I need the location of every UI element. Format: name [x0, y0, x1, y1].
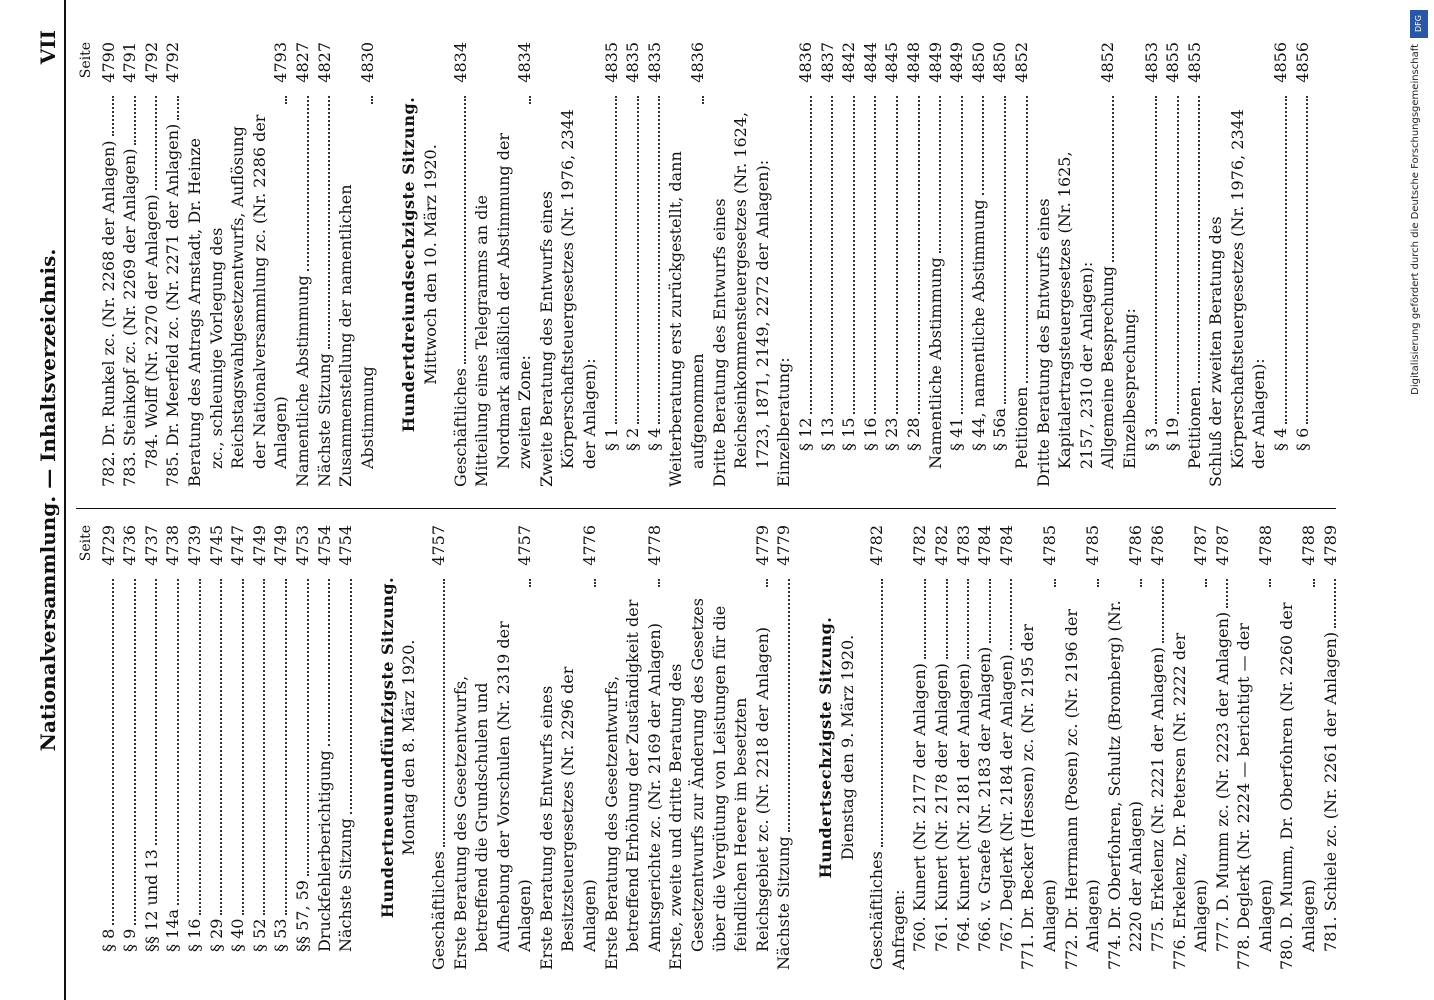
dot-leader — [1226, 579, 1228, 608]
toc-entry — [946, 42, 968, 487]
toc-entry — [1119, 42, 1141, 487]
session-160-heading: Hundertsechzigste Sitzung. — [816, 616, 835, 879]
toc-entry-text: Namentliche Abstimmung — [925, 257, 945, 469]
seite-label-left: Seite — [78, 525, 94, 562]
toc-entry — [536, 42, 601, 487]
toc-entry-page: 4757 — [515, 525, 535, 566]
dot-leader — [924, 579, 926, 659]
toc-entry — [1017, 525, 1060, 970]
toc-entry — [817, 42, 839, 487]
toc-entry — [601, 525, 666, 970]
toc-entry-text: § 16 — [860, 417, 880, 451]
dot-leader — [1112, 96, 1114, 262]
toc-entry-text: 781. Schiele zc. (Nr. 2261 der Anlagen) — [1320, 631, 1340, 952]
toc-entry-page: 4827 — [292, 42, 312, 83]
toc-entry-text: 785. Dr. Meerfeld zc. (Nr. 2271 der Anlagen) — [163, 123, 183, 487]
toc-entry — [141, 525, 163, 970]
dot-leader — [989, 579, 991, 643]
dot-leader — [155, 96, 157, 190]
dot-leader — [134, 579, 136, 925]
toc-entry — [1169, 525, 1212, 970]
session-160-intro — [866, 525, 909, 970]
toc-entry-page: 4852 — [1011, 42, 1031, 83]
toc-entry-page: 4788 — [1255, 525, 1275, 566]
toc-entry — [1292, 42, 1314, 487]
toc-entry — [536, 525, 601, 970]
toc-entry — [141, 42, 163, 487]
dot-leader — [443, 579, 445, 847]
toc-entry-page: 4793 — [271, 42, 291, 83]
toc-entry — [665, 525, 773, 970]
toc-entry — [292, 525, 314, 970]
toc-entry-page: 4745 — [206, 525, 226, 566]
toc-entry-page: 4738 — [163, 525, 183, 566]
dot-leader — [242, 579, 244, 915]
header-title: Nationalversammlung. — Inhaltsverzeichnis. — [36, 248, 60, 752]
dot-leader — [788, 579, 790, 832]
toc-entry-text: 775. Erkelenz (Nr. 2221 der Anlagen) — [1147, 647, 1167, 952]
dot-leader — [328, 579, 330, 746]
toc-entry-page: 4850 — [968, 42, 988, 83]
toc-entry-page: 4849 — [925, 42, 945, 83]
dot-leader — [112, 96, 114, 136]
toc-entry-page: 4779 — [774, 525, 794, 566]
toc-entry-text: § 12 — [796, 417, 815, 451]
toc-entry — [888, 525, 910, 970]
running-header — [30, 0, 66, 1000]
toc-entry-page: 4749 — [271, 525, 291, 566]
toc-entry — [860, 42, 882, 487]
toc-entry — [1270, 42, 1292, 487]
dfg-funding-note: Digitalisierung gefördert durch die Deutsche Forschungsgemeinschaft — [1410, 44, 1421, 395]
toc-entry-page: 4778 — [644, 525, 664, 566]
dot-leader — [766, 579, 768, 587]
dot-leader — [1198, 96, 1200, 383]
toc-entry-page: 4785 — [1083, 525, 1103, 566]
toc-entry-text: § 14a — [163, 909, 183, 952]
dot-leader — [199, 579, 201, 915]
toc-entry-text: § 52 — [249, 918, 269, 952]
toc-entry-page: 4792 — [141, 42, 161, 83]
toc-entry — [314, 42, 336, 487]
toc-entry-text: Namentliche Abstimmung — [292, 275, 312, 487]
toc-entry-page: 4787 — [1191, 525, 1211, 566]
toc-entry — [335, 525, 357, 970]
toc-entry-page: 4855 — [1163, 42, 1183, 83]
toc-entry — [119, 42, 141, 487]
dot-leader — [1269, 579, 1271, 587]
column-divider — [76, 508, 1336, 509]
toc-entry — [931, 525, 953, 970]
toc-entry-text: Geschäftliches — [428, 851, 448, 970]
session-159-date: Montag den 8. März 1920. — [399, 639, 419, 856]
toc-entry-page: 4790 — [98, 42, 118, 83]
toc-entry — [335, 42, 378, 487]
toc-entry — [1104, 525, 1147, 970]
dot-leader — [371, 96, 373, 104]
toc-entry-page: 4834 — [515, 42, 535, 83]
dot-leader — [831, 96, 833, 414]
toc-entry — [773, 525, 795, 970]
dot-leader — [615, 96, 617, 424]
toc-entry-text: § 29 — [206, 918, 226, 952]
toc-entry-page: 4784 — [996, 525, 1016, 566]
dot-leader — [464, 96, 466, 364]
right-column — [76, 42, 1313, 487]
toc-entry-page: 4754 — [314, 525, 334, 566]
toc-entry-page: 4786 — [1147, 525, 1167, 566]
toc-entry-page: 4785 — [1039, 525, 1059, 566]
dfg-sidebar — [1406, 0, 1434, 1000]
toc-entry-page: 4753 — [292, 525, 312, 566]
toc-entry-page: 4853 — [1141, 42, 1161, 83]
toc-entry — [1011, 42, 1033, 487]
toc-entry-text: 783. Steinkopf zc. (Nr. 2269 der Anlagen) — [120, 148, 140, 487]
toc-entry-text: Dritte Beratung des Entwurfs eines Kapitalertragsteuergesetzes (Nr. 1625, 2157, 2310 der Anlagen): — [1033, 151, 1096, 487]
dot-leader — [285, 96, 287, 104]
dot-leader — [810, 96, 812, 414]
dot-leader — [1026, 96, 1028, 383]
toc-entry-text: § 13 — [817, 417, 837, 451]
dot-leader — [961, 96, 963, 414]
toc-entry-text: 774. Dr. Oberfohren, Schultz (Bromberg) (Nr. 2220 der Anlagen) — [1104, 600, 1146, 970]
toc-entry — [119, 525, 141, 970]
dot-leader — [637, 96, 639, 424]
toc-entry — [1033, 42, 1098, 487]
dot-leader — [1306, 96, 1308, 424]
toc-entry — [1061, 525, 1104, 970]
dot-leader — [529, 96, 531, 104]
toc-entry — [989, 42, 1011, 487]
toc-entry-text: § 4 — [644, 427, 664, 451]
toc-entry — [909, 525, 931, 970]
dot-leader — [918, 96, 920, 414]
dot-leader — [112, 579, 114, 925]
toc-entry-page: 4747 — [228, 525, 248, 566]
toc-entry-page: 4848 — [903, 42, 923, 83]
toc-entry-text: Einzelbesprechung: — [1119, 308, 1139, 469]
toc-entry — [838, 42, 860, 487]
toc-entry-text: § 4 — [1271, 427, 1291, 451]
toc-entry-page: 4749 — [249, 525, 269, 566]
toc-entry — [996, 525, 1018, 970]
dot-leader — [881, 579, 883, 847]
dot-leader — [328, 96, 330, 349]
toc-entry-text: § 53 — [271, 918, 291, 952]
toc-entry-page: 4782 — [910, 525, 930, 566]
dfg-logo: DFG — [1410, 10, 1428, 38]
toc-entry-text: 784. Wolff (Nr. 2270 der Anlagen) — [141, 194, 161, 469]
toc-entry-text: § 16 — [184, 918, 204, 952]
toc-entry-page: 4739 — [184, 525, 204, 566]
toc-entry-page: 4783 — [953, 525, 973, 566]
toc-entry-text: §§ 57, 59 — [292, 880, 312, 952]
dot-leader — [702, 96, 704, 104]
dot-leader — [307, 579, 309, 876]
dot-leader — [853, 96, 855, 414]
toc-entry — [1141, 42, 1163, 487]
dot-leader — [307, 96, 309, 271]
session-159-heading: Hundertneunundfünfzigste Sitzung. — [377, 576, 397, 919]
toc-entry-text: Erste Beratung des Gesetzentwurfs, betreffend die Grundschulen und Aufhebung der Vorschulen (Nr. 2319 der Anlagen) — [450, 621, 535, 970]
toc-entry-page: 4835 — [623, 42, 643, 83]
toc-entry-text: 772. Dr. Herrmann (Posen) zc. (Nr. 2196 der Anlagen) — [1061, 608, 1103, 970]
toc-entry-text: Einzelberatung: — [774, 357, 794, 487]
toc-entry — [428, 525, 450, 970]
session-159-entries — [428, 525, 795, 970]
toc-entry-text: Erste Beratung des Entwurfs eines Besitzsteuergesetzes (Nr. 2296 der Anlagen) — [536, 666, 600, 970]
toc-entry-text: 771. Dr. Becker (Hessen) zc. (Nr. 2195 der Anlagen) — [1018, 624, 1059, 970]
dot-leader — [263, 579, 265, 915]
toc-entry-page: 4849 — [947, 42, 967, 83]
toc-entry — [292, 42, 314, 487]
toc-entry — [98, 42, 120, 487]
toc-entry-text: 778. Deglerk (Nr. 2224 — berichtigt — der Anlagen) — [1234, 623, 1275, 970]
toc-entry-text: Weiterberatung erst zurückgestellt, dann aufgenommen — [666, 151, 708, 487]
dot-leader — [982, 96, 984, 195]
toc-entry — [925, 42, 947, 487]
toc-entry — [162, 42, 184, 487]
toc-entry-page: 4836 — [796, 42, 815, 83]
toc-entry-page: 4737 — [141, 525, 161, 566]
toc-entry-text: Mitteilung eines Telegramms an die Nordmark anläßlich der Abstimmung der zweiten Zone: — [472, 132, 535, 487]
toc-entry — [968, 42, 990, 487]
toc-entry — [162, 525, 184, 970]
toc-entry-page: 4736 — [120, 525, 140, 566]
left-top-entries — [98, 525, 357, 970]
toc-entry-text: § 2 — [623, 427, 643, 451]
toc-entry-page: 4845 — [882, 42, 902, 83]
dot-leader — [939, 96, 941, 253]
toc-entry-text: § 6 — [1292, 427, 1312, 451]
toc-entry — [1320, 525, 1342, 970]
toc-entry-text: Erste Beratung des Gesetzentwurfs, betreffend Erhöhung der Zuständigkeit der Amtsgerichte zc. (Nr. 2169 der Anlagen) — [601, 599, 664, 970]
dot-leader — [1177, 96, 1179, 414]
toc-entry-text: 761. Kunert (Nr. 2178 der Anlagen) — [931, 663, 951, 952]
toc-entry-text: Allgemeine Besprechung — [1098, 265, 1118, 469]
toc-entry-text: Beratung des Antrags Arnstadt, Dr. Heinze zc., schleunige Vorlegung des Reichstagswahlgesetzentwurfs, Auflösung der Nationalversammlung zc. (Nr. 2286 der Anlagen) — [184, 114, 291, 487]
toc-entry — [903, 42, 925, 487]
toc-entry — [1162, 42, 1184, 487]
toc-entry-page: 4782 — [931, 525, 951, 566]
toc-entry-text: Zusammenstellung der namentlichen Abstimmung — [336, 184, 377, 487]
toc-entry-text: Schluß der zweiten Beratung des Körperschaftsteuergesetzes (Nr. 1976, 2344 der Anlagen): — [1206, 109, 1269, 487]
left-column — [76, 525, 1341, 970]
toc-entry-text: Nächste Sitzung — [336, 818, 356, 952]
toc-entry-text: Dritte Beratung des Entwurfs eines Reichseinkommensteuergesetzes (Nr. 1624, 1723, 1871, 2149, 2272 der Anlagen): — [709, 111, 772, 487]
dot-leader — [594, 579, 596, 587]
dot-leader — [1140, 579, 1142, 587]
toc-entry — [665, 42, 708, 487]
toc-entry-page: 4842 — [839, 42, 859, 83]
toc-entry-page: 4787 — [1212, 525, 1232, 566]
toc-entry-text: § 19 — [1163, 417, 1183, 451]
toc-entry-text: Geschäftliches — [450, 368, 470, 487]
dot-leader — [1205, 579, 1207, 587]
toc-entry-text: Anfragen: — [888, 889, 908, 970]
toc-entry-page: 4836 — [688, 42, 708, 83]
toc-entry — [227, 525, 249, 970]
dot-leader — [529, 579, 531, 587]
toc-entry — [1097, 42, 1119, 487]
toc-entry — [644, 42, 666, 487]
toc-entry-text: § 15 — [839, 417, 859, 451]
toc-entry-page: 4786 — [1126, 525, 1146, 566]
toc-entry — [270, 525, 292, 970]
dot-leader — [285, 579, 287, 915]
toc-entry-text: Petitionen — [1184, 386, 1204, 469]
toc-entry-text: § 40 — [228, 918, 248, 952]
toc-entry-page: 4830 — [357, 42, 377, 83]
toc-entry-text: § 23 — [882, 417, 902, 451]
toc-entry-text: 764. Kunert (Nr. 2181 der Anlagen) — [953, 663, 973, 952]
toc-entry — [773, 42, 795, 487]
toc-entry-text: Petitionen — [1011, 386, 1031, 469]
dot-leader — [967, 579, 969, 659]
toc-entry — [601, 42, 623, 487]
toc-entry — [1212, 525, 1234, 970]
toc-entry — [866, 525, 888, 970]
toc-entry-text: Geschäftliches — [867, 851, 887, 970]
toc-entry — [314, 525, 336, 970]
toc-entry-text: 766. v. Graefe (Nr. 2183 der Anlagen) — [975, 646, 995, 952]
toc-entry-page: 4792 — [163, 42, 183, 83]
toc-entry-page: 4827 — [314, 42, 334, 83]
toc-entry-page: 4779 — [752, 525, 772, 566]
toc-entry-page: 4776 — [580, 525, 600, 566]
toc-entry — [1184, 42, 1206, 487]
dot-leader — [1155, 96, 1157, 424]
dot-leader — [1010, 579, 1012, 650]
toc-entry-text: § 1 — [601, 427, 621, 451]
dot-leader — [350, 579, 352, 814]
dot-leader — [134, 96, 136, 145]
toc-entry-page: 4844 — [860, 42, 880, 83]
toc-entry-text: § 41 — [947, 417, 967, 451]
toc-entry — [471, 42, 536, 487]
toc-entry-page: 4852 — [1098, 42, 1118, 83]
toc-entry-text: Druckfehlerberichtigung — [314, 750, 334, 952]
toc-entry — [795, 42, 817, 487]
seite-label-right: Seite — [78, 42, 94, 79]
toc-entry-page: 4729 — [98, 525, 118, 566]
toc-entry-text: 780. D. Mumm, Dr. Oberfohren (Nr. 2260 der Anlagen) — [1277, 602, 1319, 970]
session-160-entries — [909, 525, 1341, 970]
dot-leader — [1162, 579, 1164, 643]
toc-entry-text: § 28 — [903, 417, 923, 451]
toc-entry-text: 782. Dr. Runkel zc. (Nr. 2268 der Anlagen) — [98, 140, 118, 487]
toc-entry-text: § 8 — [98, 928, 118, 952]
toc-entry-text: § 3 — [1141, 427, 1161, 451]
toc-entry — [249, 525, 271, 970]
toc-entry-page: 4835 — [644, 42, 664, 83]
dot-leader — [1285, 96, 1287, 424]
toc-entry-page: 4856 — [1271, 42, 1291, 83]
dot-leader — [1054, 579, 1056, 587]
dot-leader — [946, 579, 948, 659]
dot-leader — [155, 579, 157, 845]
toc-entry-text: 777. D. Mumm zc. (Nr. 2223 der Anlagen) — [1212, 611, 1232, 952]
toc-entry-text: Nächste Sitzung — [774, 836, 794, 970]
toc-entry-page: 4855 — [1184, 42, 1204, 83]
toc-entry-text: Nächste Sitzung — [314, 353, 334, 487]
toc-entry-page: 4757 — [428, 525, 448, 566]
toc-entry-text: § 56a — [990, 408, 1010, 451]
toc-entry — [1233, 525, 1276, 970]
session-163-date: Mittwoch den 10. März 1920. — [420, 144, 440, 385]
toc-entry-page: 4782 — [867, 525, 887, 566]
dot-leader — [1313, 579, 1315, 587]
toc-entry-page: 4837 — [817, 42, 837, 83]
toc-entry-text: 767. Deglerk (Nr. 2184 der Anlagen) — [996, 654, 1016, 952]
toc-entry-page: 4754 — [336, 525, 356, 566]
session-160-date: Dienstag den 9. März 1920. — [837, 634, 857, 861]
toc-entry — [450, 42, 472, 487]
toc-entry-page: 4856 — [1292, 42, 1312, 83]
right-top-entries — [98, 42, 379, 487]
toc-entry — [709, 42, 774, 487]
toc-entry — [881, 42, 903, 487]
toc-entry-page: 4788 — [1299, 525, 1319, 566]
toc-entry — [1276, 525, 1319, 970]
toc-entry-page: 4850 — [990, 42, 1010, 83]
toc-entry — [98, 525, 120, 970]
toc-entry-page: 4834 — [450, 42, 470, 83]
dot-leader — [1097, 579, 1099, 587]
toc-entry-page: 4835 — [601, 42, 621, 83]
toc-entry — [974, 525, 996, 970]
toc-entry — [184, 525, 206, 970]
toc-entry-page: 4791 — [120, 42, 140, 83]
dot-leader — [177, 579, 179, 905]
page-number: VII — [36, 30, 60, 65]
toc-entry — [1205, 42, 1270, 487]
dot-leader — [1004, 96, 1006, 404]
dot-leader — [220, 579, 222, 915]
toc-entry-text: § 44, namentliche Abstimmung — [968, 199, 988, 451]
toc-entry-text: Zweite Beratung des Entwurfs eines Körperschaftsteuergesetzes (Nr. 1976, 2344 der Anlagen): — [536, 109, 600, 487]
toc-entry-text: §§ 12 und 13 — [141, 849, 161, 952]
session-163-heading: Hundertdreiundsechzigste Sitzung. — [399, 96, 419, 433]
dot-leader — [874, 96, 876, 414]
dot-leader — [896, 96, 898, 414]
dot-leader — [177, 96, 179, 120]
toc-entry-text: Erste, zweite und dritte Beratung des Gesetzentwurfs zur Änderung des Gesetzes über die Vergütung von Leistungen für die feindlichen Heere im besetzten Reichsgebiet zc. (Nr. 2218 der Anlagen) — [666, 598, 772, 970]
toc-entry — [622, 42, 644, 487]
toc-entry-text: 776. Erkelenz, Dr. Petersen (Nr. 2222 der Anlagen) — [1169, 632, 1211, 970]
toc-entry-text: § 9 — [120, 928, 140, 952]
session-163-entries — [450, 42, 1314, 487]
toc-entry-text: 760. Kunert (Nr. 2177 der Anlagen) — [910, 663, 930, 952]
dot-leader — [658, 579, 660, 587]
toc-entry-page: 4789 — [1320, 525, 1340, 566]
toc-entry — [953, 525, 975, 970]
toc-entry — [1147, 525, 1169, 970]
toc-entry — [450, 525, 536, 970]
dot-leader — [658, 96, 660, 424]
toc-entry — [206, 525, 228, 970]
toc-entry-page: 4784 — [975, 525, 995, 566]
toc-entry — [184, 42, 292, 487]
dot-leader — [1334, 579, 1336, 628]
